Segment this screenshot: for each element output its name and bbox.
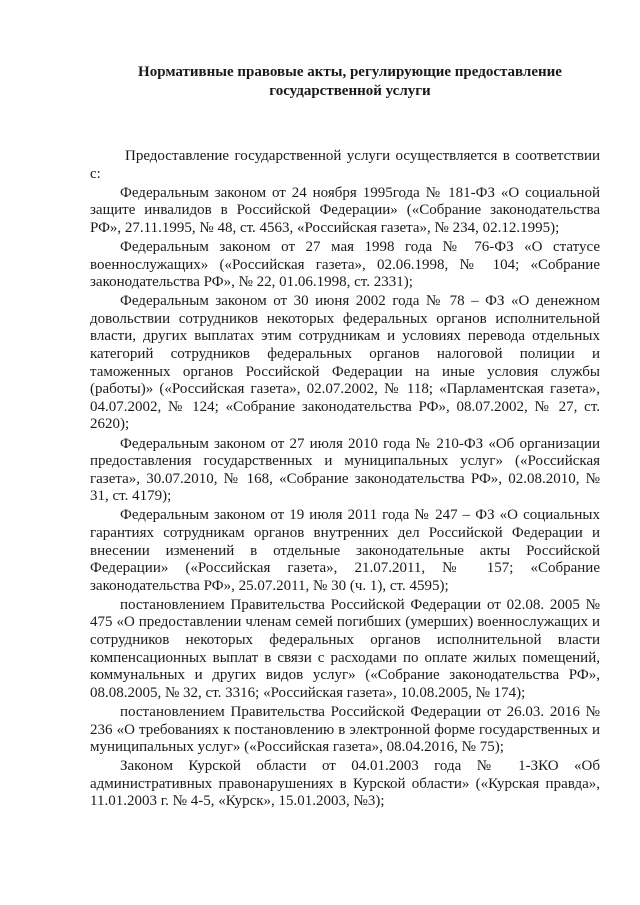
paragraph-intro: Предоставление государственной услуги осуществляется в соответствии с: xyxy=(90,148,600,182)
paragraph-law-181: Федеральным законом от 24 ноября 1995года № 181-ФЗ «О социальной защите инвалидов в Российской Федерации» («Собрание законодательства РФ», 27.11.1995, № 48, ст. 4563, «Российская газета», № 234, 02.12.1995); xyxy=(90,184,600,236)
document-title xyxy=(100,63,600,101)
paragraph-decree-475: постановлением Правительства Российской Федерации от 02.08. 2005 № 475 «О предоставлении членам семей погибших (умерших) военнослужащих и сотрудников некоторых федеральных органов исполнительной власти компенсационных выплат в связи с расходами по оплате жилых помещений, коммунальных и других видов услуг» («Собрание законодательства РФ», 08.08.2005, № 32, ст. 3316; «Российская газета», 10.08.2005, № 174); xyxy=(90,596,600,701)
paragraph-law-78: Федеральным законом от 30 июня 2002 года № 78 – ФЗ «О денежном довольствии сотрудников некоторых федеральных органов исполнительной власти, других выплатах этим сотрудникам и условиях перевода отдельных категорий сотрудников федеральных органов налоговой полиции и таможенных органов Российской Федерации на иные условия службы (работы)» («Российская газета», 02.07.2002, № 118; «Парламентская газета», 04.07.2002, № 124; «Собрание законодательства РФ», 08.07.2002, № 27, ст. 2620); xyxy=(90,293,600,433)
title-line-2: государственной услуги xyxy=(269,83,431,99)
paragraph-law-76: Федеральным законом от 27 мая 1998 года № 76-ФЗ «О статусе военнослужащих» («Российская газета», 02.06.1998, № 104; «Собрание законодательства РФ», № 22, 01.06.1998, ст. 2331); xyxy=(90,238,600,291)
document-body xyxy=(90,148,600,811)
paragraph-law-210: Федеральным законом от 27 июля 2010 года № 210-ФЗ «Об организации предоставления государственных и муниципальных услуг» («Российская газета», 30.07.2010, № 168, «Собрание законодательства РФ», 02.08.2010, № 31, ст. 4179); xyxy=(90,435,600,505)
paragraph-kursk-law: Законом Курской области от 04.01.2003 года № 1-ЗКО «Об административных правонарушениях в Курской области» («Курская правда», 11.01.2003 г. № 4-5, «Курск», 15.01.2003, №3); xyxy=(90,758,600,810)
title-line-1: Нормативные правовые акты, регулирующие предоставление xyxy=(138,64,562,80)
paragraph-law-247: Федеральным законом от 19 июля 2011 года № 247 – ФЗ «О социальных гарантиях сотрудникам органов внутренних дел Российской Федерации и внесении изменений в отдельные законодательные акты Российской Федерации» («Российская газета», 21.07.2011, № 157; «Собрание законодательства РФ», 25.07.2011, № 30 (ч. 1), ст. 4595); xyxy=(90,507,600,594)
paragraph-decree-236: постановлением Правительства Российской Федерации от 26.03. 2016 № 236 «О требованиях к постановлению в электронной форме государственных и муниципальных услуг» («Российская газета», 08.04.2016, № 75); xyxy=(90,703,600,756)
